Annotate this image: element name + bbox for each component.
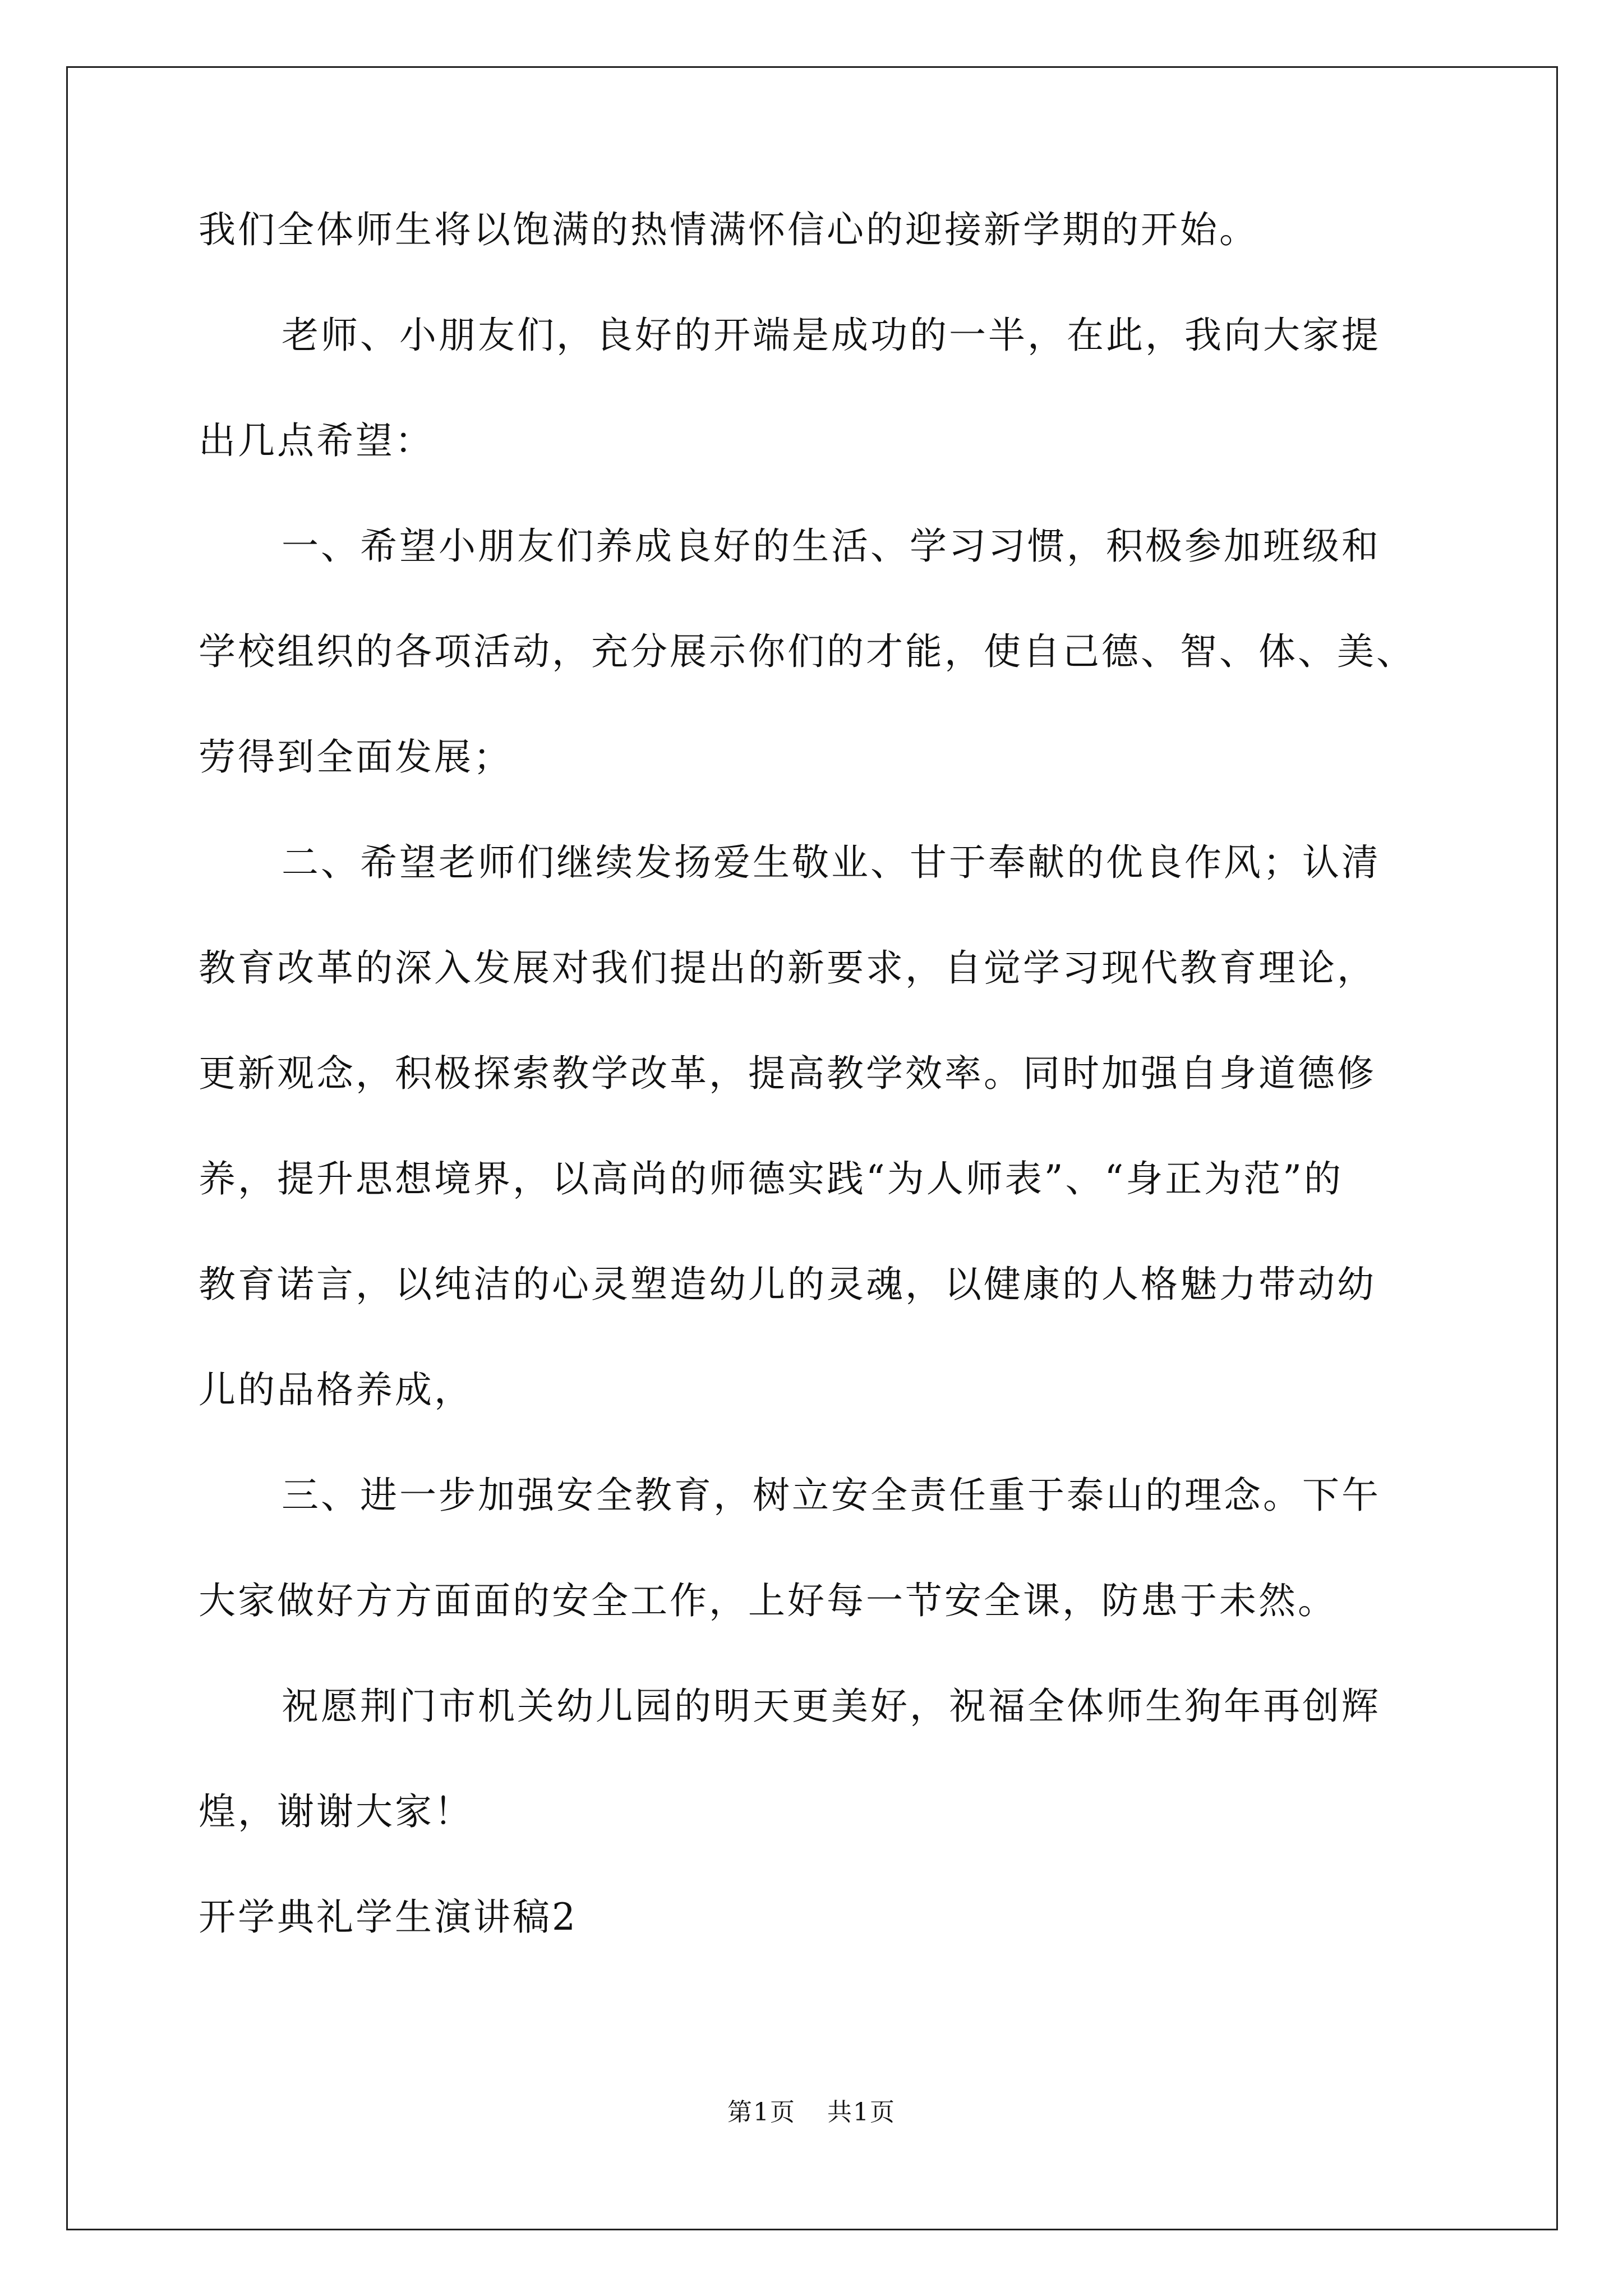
page-footer <box>0 2097 1623 2128</box>
text-line: 老师、小朋友们，良好的开端是成功的一半，在此，我向大家提 <box>282 314 1381 357</box>
text-line: 一、希望小朋友们养成良好的生活、学习习惯，积极参加班级和 <box>282 524 1381 568</box>
text-line: 教育诺言，以纯洁的心灵塑造幼儿的灵魂，以健康的人格魅力带动幼 <box>199 1263 1376 1306</box>
text-line: 出几点希望： <box>199 419 434 462</box>
page-number-total: 共1页 <box>827 2098 896 2127</box>
text-line: 学校组织的各项活动，充分展示你们的才能，使自己德、智、体、美、 <box>199 630 1415 673</box>
section-heading: 开学典礼学生演讲稿2 <box>199 1895 578 1939</box>
text-line: 祝愿荆门市机关幼儿园的明天更美好，祝福全体师生狗年再创辉 <box>282 1685 1381 1728</box>
text-line: 儿的品格养成， <box>199 1368 473 1411</box>
text-line: 大家做好方方面面的安全工作，上好每一节安全课，防患于未然。 <box>199 1579 1337 1622</box>
text-line: 更新观念，积极探索教学改革，提高教学效率。同时加强自身道德修 <box>199 1052 1376 1095</box>
text-line: 二、希望老师们继续发扬爱生敬业、甘于奉献的优良作风；认清 <box>282 841 1381 884</box>
text-line: 劳得到全面发展； <box>199 735 513 779</box>
text-line: 我们全体师生将以饱满的热情满怀信心的迎接新学期的开始。 <box>199 208 1258 251</box>
text-line: 煌，谢谢大家！ <box>199 1790 473 1833</box>
text-line: 三、进一步加强安全教育，树立安全责任重于泰山的理念。下午 <box>282 1474 1381 1517</box>
text-line: 教育改革的深入发展对我们提出的新要求，自觉学习现代教育理论， <box>199 946 1376 990</box>
text-line: 养，提升思想境界，以高尚的师德实践“为人师表”、“身正为范”的 <box>199 1157 1343 1200</box>
page-number-current: 第1页 <box>727 2098 796 2127</box>
